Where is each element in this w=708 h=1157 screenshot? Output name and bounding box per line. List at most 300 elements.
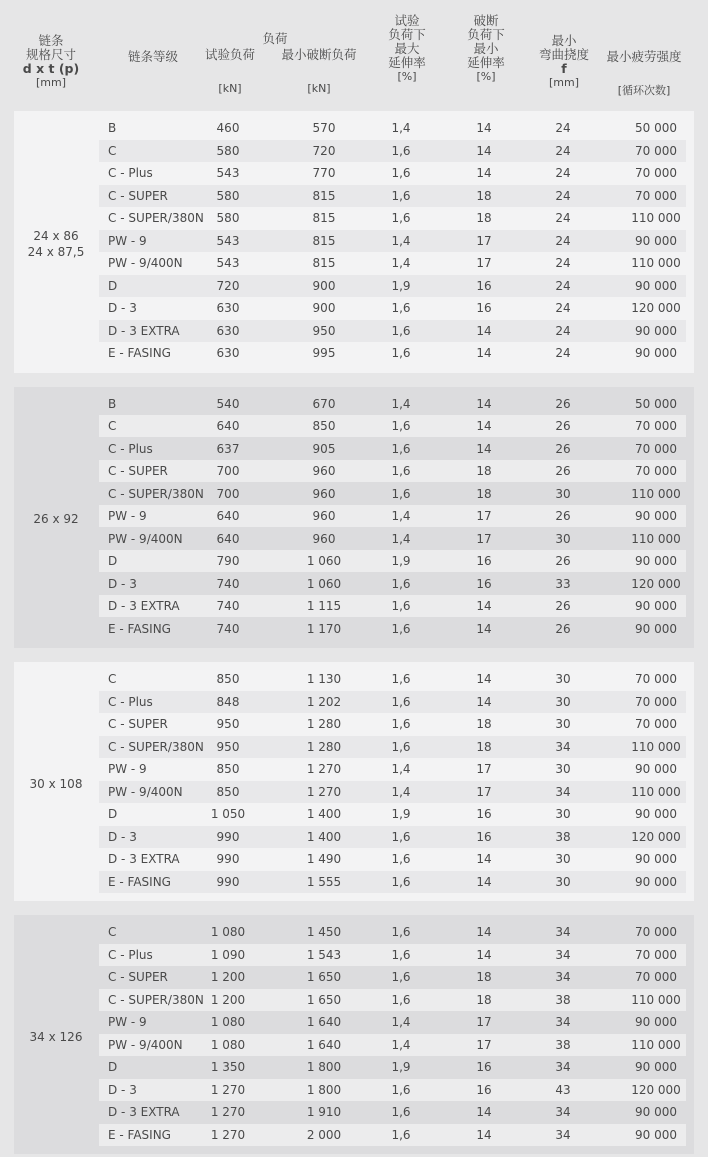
max-elongation-cell: 1,4 (391, 762, 411, 776)
table-row (99, 595, 686, 617)
min-fatigue-strength-cell: 70 000 (635, 925, 677, 939)
min-breaking-load-cell: 960 (312, 464, 336, 478)
table-row (99, 162, 686, 184)
test-load-cell: 543 (216, 233, 240, 248)
min-elongation-cell: 17 (476, 1037, 492, 1052)
min-bending-deflection-cell: 24 (555, 166, 571, 180)
min-fatigue-strength-cell: 90 000 (635, 346, 677, 360)
min-fatigue-strength-cell: 110 000 (631, 992, 681, 1007)
max-elongation-cell: 1,6 (391, 829, 411, 844)
min-elongation-cell: 16 (476, 576, 492, 591)
min-elongation-cell: 14 (476, 1127, 492, 1142)
chain-grade-cell: PW - 9 (108, 1015, 147, 1029)
min-elongation-cell: 14 (476, 852, 492, 866)
chain-grade-cell: D - 3 EXTRA (108, 599, 180, 613)
min-elongation-cell: 16 (476, 278, 492, 293)
min-elongation-cell: 18 (476, 486, 492, 501)
chain-grade-cell: B (108, 121, 117, 135)
min-fatigue-strength-cell: 110 000 (631, 211, 681, 225)
header-text: 弯曲挠度 (538, 47, 589, 62)
header-text: 规格尺寸 (25, 47, 76, 62)
max-elongation-cell: 1,6 (391, 166, 411, 180)
test-load-cell: 543 (216, 256, 240, 270)
min-fatigue-strength-cell: 120 000 (631, 301, 681, 315)
max-elongation-cell: 1,6 (391, 188, 411, 203)
chain-grade-cell: C (108, 419, 117, 433)
table-row (99, 1079, 686, 1101)
min-fatigue-strength-cell: 90 000 (635, 1015, 677, 1029)
max-elongation-cell: 1,6 (391, 419, 411, 433)
min-fatigue-strength-cell: 110 000 (631, 486, 681, 501)
min-elongation-cell: 14 (476, 947, 492, 962)
min-bending-deflection-cell: 43 (555, 1082, 571, 1097)
min-breaking-load-cell: 2 000 (306, 1127, 342, 1142)
test-load-cell: 637 (216, 441, 240, 456)
min-elongation-cell: 16 (476, 301, 492, 315)
header-text: [%] (397, 70, 417, 83)
min-fatigue-strength-cell: 90 000 (635, 278, 677, 293)
chain-grade-cell: D - 3 (108, 576, 137, 591)
test-load-cell: 630 (216, 301, 240, 315)
chain-grade-cell: D (108, 807, 118, 821)
min-breaking-load-cell: 1 543 (306, 947, 342, 962)
max-elongation-cell: 1,6 (391, 694, 411, 709)
min-breaking-load-cell: 960 (312, 486, 336, 501)
test-load-cell: 580 (216, 143, 240, 158)
chain-grade-cell: C - SUPER (108, 188, 168, 203)
table-row (99, 826, 686, 848)
min-breaking-load-cell: 1 640 (306, 1015, 342, 1029)
min-breaking-load-cell: 1 450 (306, 925, 342, 939)
min-bending-deflection-cell: 24 (555, 301, 571, 315)
test-load-cell: 640 (216, 531, 240, 546)
min-elongation-cell: 17 (476, 531, 492, 546)
min-elongation-cell: 16 (476, 807, 492, 821)
table-row (99, 1056, 686, 1078)
max-elongation-cell: 1,6 (391, 211, 411, 225)
min-elongation-cell: 14 (476, 121, 492, 135)
min-breaking-load-cell: 1 060 (306, 554, 342, 568)
table-row (99, 871, 686, 893)
min-elongation-cell: 16 (476, 1082, 492, 1097)
header-text: f (561, 61, 567, 76)
min-elongation-cell: 17 (476, 762, 492, 776)
header-text: 最小疲劳强度 (606, 49, 682, 64)
min-fatigue-strength-cell: 110 000 (631, 784, 681, 799)
chain-grade-cell: D (108, 1060, 118, 1074)
min-bending-deflection-cell: 26 (555, 621, 571, 636)
chain-grade-cell: C (108, 925, 117, 939)
chain-grade-cell: D - 3 EXTRA (108, 1105, 180, 1119)
min-bending-deflection-cell: 24 (555, 121, 571, 135)
min-bending-deflection-cell: 34 (555, 925, 571, 939)
min-bending-deflection-cell: 34 (555, 1127, 571, 1142)
min-elongation-cell: 14 (476, 599, 492, 613)
min-fatigue-strength-cell: 70 000 (635, 166, 677, 180)
chain-grade-cell: D - 3 (108, 1082, 137, 1097)
chain-grade-cell: C - Plus (108, 947, 153, 962)
test-load-cell: 460 (216, 121, 240, 135)
min-bending-deflection-cell: 34 (555, 970, 571, 984)
min-breaking-load-cell: 1 280 (306, 717, 342, 731)
min-fatigue-strength-cell: 90 000 (635, 1105, 677, 1119)
min-fatigue-strength-cell: 50 000 (635, 396, 677, 411)
chain-grade-cell: C - SUPER/380N (108, 486, 204, 501)
min-bending-deflection-cell: 26 (555, 419, 571, 433)
test-load-cell: 990 (216, 874, 240, 889)
min-breaking-load-cell: 1 170 (306, 621, 342, 636)
table-row (99, 320, 686, 342)
test-load-cell: 1 270 (210, 1127, 246, 1142)
max-elongation-cell: 1,6 (391, 717, 411, 731)
header-load: 负荷 (262, 31, 288, 46)
min-breaking-load-cell: 1 800 (306, 1060, 342, 1074)
header-min-elongation (455, 14, 517, 84)
max-elongation-cell: 1,6 (391, 301, 411, 315)
min-fatigue-strength-cell: 90 000 (635, 509, 677, 523)
min-breaking-load-cell: 815 (312, 188, 336, 203)
max-elongation-cell: 1,4 (391, 531, 411, 546)
test-load-cell: 640 (216, 419, 240, 433)
test-load-cell: 580 (216, 211, 240, 225)
min-fatigue-strength-cell: 110 000 (631, 739, 681, 754)
min-breaking-load-cell: 570 (312, 121, 336, 135)
chain-size-group (14, 915, 694, 1154)
min-fatigue-strength-cell: 70 000 (635, 441, 677, 456)
min-fatigue-strength-cell: 120 000 (631, 829, 681, 844)
chain-grade-cell: PW - 9 (108, 233, 147, 248)
min-bending-deflection-cell: 26 (555, 441, 571, 456)
min-elongation-cell: 16 (476, 1060, 492, 1074)
max-elongation-cell: 1,6 (391, 621, 411, 636)
min-breaking-load-cell: 720 (312, 143, 336, 158)
min-bending-deflection-cell: 33 (555, 576, 571, 591)
max-elongation-cell: 1,9 (391, 807, 411, 821)
header-min-breaking-load (273, 48, 365, 96)
chain-grade-cell: PW - 9/400N (108, 784, 183, 799)
min-breaking-load-cell: 950 (312, 323, 336, 338)
min-breaking-load-cell: 1 400 (306, 807, 342, 821)
min-elongation-cell: 18 (476, 992, 492, 1007)
min-elongation-cell: 17 (476, 256, 492, 270)
table-row (99, 117, 686, 139)
max-elongation-cell: 1,4 (391, 1015, 411, 1029)
min-breaking-load-cell: 1 060 (306, 576, 342, 591)
table-row (99, 944, 686, 966)
min-breaking-load-cell: 900 (312, 301, 336, 315)
min-elongation-cell: 18 (476, 970, 492, 984)
min-bending-deflection-cell: 38 (555, 1037, 571, 1052)
min-elongation-cell: 14 (476, 441, 492, 456)
table-row (99, 713, 686, 735)
min-elongation-cell: 14 (476, 1105, 492, 1119)
test-load-cell: 1 090 (210, 947, 246, 962)
max-elongation-cell: 1,6 (391, 852, 411, 866)
test-load-cell: 720 (216, 278, 240, 293)
min-elongation-cell: 17 (476, 233, 492, 248)
table-row (99, 207, 686, 229)
min-fatigue-strength-cell: 90 000 (635, 233, 677, 248)
test-load-cell: 640 (216, 509, 240, 523)
min-fatigue-strength-cell: 70 000 (635, 717, 677, 731)
test-load-cell: 740 (216, 621, 240, 636)
min-bending-deflection-cell: 24 (555, 278, 571, 293)
chain-grade-cell: D - 3 (108, 829, 137, 844)
min-fatigue-strength-cell: 90 000 (635, 762, 677, 776)
table-header (0, 0, 708, 104)
min-elongation-cell: 14 (476, 419, 492, 433)
chain-grade-cell: PW - 9 (108, 509, 147, 523)
max-elongation-cell: 1,6 (391, 1082, 411, 1097)
min-breaking-load-cell: 905 (312, 441, 336, 456)
max-elongation-cell: 1,6 (391, 346, 411, 360)
min-fatigue-strength-cell: 110 000 (631, 256, 681, 270)
max-elongation-cell: 1,9 (391, 278, 411, 293)
min-elongation-cell: 14 (476, 874, 492, 889)
header-max-elongation (376, 14, 438, 84)
max-elongation-cell: 1,6 (391, 464, 411, 478)
min-breaking-load-cell: 1 650 (306, 992, 342, 1007)
test-load-cell: 700 (216, 486, 240, 501)
min-elongation-cell: 14 (476, 346, 492, 360)
min-elongation-cell: 17 (476, 1015, 492, 1029)
table-row (99, 1124, 686, 1146)
chain-grade-cell: PW - 9 (108, 762, 147, 776)
chain-grade-cell: E - FASING (108, 621, 171, 636)
chain-grade-cell: E - FASING (108, 346, 171, 360)
min-bending-deflection-cell: 24 (555, 256, 571, 270)
chain-size-text: 34 x 126 (29, 1029, 83, 1044)
header-text: 最小 (551, 33, 577, 48)
min-fatigue-strength-cell: 110 000 (631, 1037, 681, 1052)
max-elongation-cell: 1,4 (391, 233, 411, 248)
min-breaking-load-cell: 1 280 (306, 739, 342, 754)
test-load-cell: 1 270 (210, 1105, 246, 1119)
max-elongation-cell: 1,6 (391, 925, 411, 939)
chain-size-group (14, 111, 694, 373)
max-elongation-cell: 1,6 (391, 947, 411, 962)
min-bending-deflection-cell: 24 (555, 188, 571, 203)
test-load-cell: 1 270 (210, 1082, 246, 1097)
chain-grade-cell: PW - 9/400N (108, 531, 183, 546)
header-text: [mm] (35, 76, 66, 89)
min-fatigue-strength-cell: 70 000 (635, 419, 677, 433)
min-elongation-cell: 17 (476, 509, 492, 523)
min-fatigue-strength-cell: 70 000 (635, 143, 677, 158)
chain-grade-cell: C - Plus (108, 441, 153, 456)
table-row (99, 438, 686, 460)
min-elongation-cell: 18 (476, 717, 492, 731)
test-load-cell: 1 200 (210, 970, 246, 984)
chain-grade-cell: C (108, 143, 117, 158)
table-row (99, 803, 686, 825)
max-elongation-cell: 1,4 (391, 256, 411, 270)
chain-size-text: 26 x 92 (33, 512, 79, 527)
test-load-cell: 1 080 (210, 1015, 246, 1029)
min-bending-deflection-cell: 34 (555, 739, 571, 754)
max-elongation-cell: 1,6 (391, 874, 411, 889)
min-fatigue-strength-cell: 90 000 (635, 599, 677, 613)
max-elongation-cell: 1,6 (391, 576, 411, 591)
min-fatigue-strength-cell: 120 000 (631, 576, 681, 591)
max-elongation-cell: 1,9 (391, 554, 411, 568)
min-elongation-cell: 14 (476, 925, 492, 939)
test-load-cell: 540 (216, 396, 240, 411)
table-row (99, 736, 686, 758)
table-row (99, 185, 686, 207)
table-row (99, 393, 686, 415)
min-elongation-cell: 14 (476, 143, 492, 158)
min-bending-deflection-cell: 38 (555, 829, 571, 844)
min-fatigue-strength-cell: 50 000 (635, 121, 677, 135)
chain-grade-cell: B (108, 396, 117, 411)
chain-grade-cell: PW - 9/400N (108, 256, 183, 270)
min-bending-deflection-cell: 26 (555, 464, 571, 478)
table-row (99, 252, 686, 274)
chain-grade-cell: D (108, 554, 118, 568)
test-load-cell: 1 080 (210, 1037, 246, 1052)
table-row (99, 1101, 686, 1123)
header-text: 延伸率 (388, 55, 426, 70)
header-text: 试验负荷 (204, 47, 255, 62)
chain-grade-cell: C - SUPER (108, 717, 168, 731)
test-load-cell: 1 200 (210, 992, 246, 1007)
header-text: 最小 (473, 41, 499, 56)
min-bending-deflection-cell: 30 (555, 762, 571, 776)
min-bending-deflection-cell: 24 (555, 233, 571, 248)
header-min-bending-deflection (530, 34, 598, 90)
min-breaking-load-cell: 1 270 (306, 762, 342, 776)
min-bending-deflection-cell: 34 (555, 1015, 571, 1029)
table-row (99, 415, 686, 437)
header-text: d x t (p) (22, 61, 80, 76)
test-load-cell: 543 (216, 166, 240, 180)
min-elongation-cell: 18 (476, 464, 492, 478)
table-row (99, 848, 686, 870)
min-breaking-load-cell: 900 (312, 278, 336, 293)
min-bending-deflection-cell: 26 (555, 599, 571, 613)
min-breaking-load-cell: 1 910 (306, 1105, 342, 1119)
table-row (99, 505, 686, 527)
min-bending-deflection-cell: 30 (555, 874, 571, 889)
chain-grade-cell: C - SUPER (108, 970, 168, 984)
min-bending-deflection-cell: 34 (555, 1105, 571, 1119)
max-elongation-cell: 1,6 (391, 672, 411, 686)
chain-grade-cell: E - FASING (108, 874, 171, 889)
min-fatigue-strength-cell: 70 000 (635, 970, 677, 984)
table-row (99, 550, 686, 572)
min-fatigue-strength-cell: 90 000 (635, 554, 677, 568)
chain-grade-cell: D - 3 EXTRA (108, 852, 180, 866)
min-breaking-load-cell: 1 640 (306, 1037, 342, 1052)
chain-grade-cell: C - SUPER/380N (108, 992, 204, 1007)
min-breaking-load-cell: 1 490 (306, 852, 342, 866)
chain-grade-cell: D (108, 278, 118, 293)
min-bending-deflection-cell: 34 (555, 784, 571, 799)
header-text: 最小破断负荷 (281, 47, 357, 62)
test-load-cell: 740 (216, 599, 240, 613)
chain-size-group (14, 662, 694, 901)
test-load-cell: 1 350 (210, 1060, 246, 1074)
min-fatigue-strength-cell: 90 000 (635, 323, 677, 338)
table-row (99, 691, 686, 713)
chain-grade-cell: E - FASING (108, 1127, 171, 1142)
min-elongation-cell: 14 (476, 694, 492, 709)
chain-grade-cell: D - 3 (108, 301, 137, 315)
min-elongation-cell: 18 (476, 739, 492, 754)
min-fatigue-strength-cell: 90 000 (635, 621, 677, 636)
chain-grade-cell: C - Plus (108, 694, 153, 709)
min-elongation-cell: 17 (476, 784, 492, 799)
min-bending-deflection-cell: 24 (555, 323, 571, 338)
min-bending-deflection-cell: 24 (555, 211, 571, 225)
test-load-cell: 700 (216, 464, 240, 478)
min-elongation-cell: 18 (476, 211, 492, 225)
min-bending-deflection-cell: 34 (555, 947, 571, 962)
test-load-cell: 950 (216, 739, 240, 754)
min-fatigue-strength-cell: 90 000 (635, 1060, 677, 1074)
chain-size-text: 24 x 86 (33, 228, 79, 243)
max-elongation-cell: 1,4 (391, 784, 411, 799)
header-text: 破断 (473, 13, 499, 28)
table-row (99, 668, 686, 690)
min-breaking-load-cell: 1 800 (306, 1082, 342, 1097)
min-breaking-load-cell: 960 (312, 531, 336, 546)
min-fatigue-strength-cell: 70 000 (635, 464, 677, 478)
table-row (99, 342, 686, 364)
min-elongation-cell: 14 (476, 672, 492, 686)
max-elongation-cell: 1,9 (391, 1060, 411, 1074)
min-elongation-cell: 14 (476, 621, 492, 636)
table-row (99, 989, 686, 1011)
chain-grade-cell: D - 3 EXTRA (108, 323, 180, 338)
min-bending-deflection-cell: 30 (555, 486, 571, 501)
min-bending-deflection-cell: 30 (555, 694, 571, 709)
test-load-cell: 1 080 (210, 925, 246, 939)
min-bending-deflection-cell: 26 (555, 554, 571, 568)
chain-grade-cell: C - SUPER/380N (108, 211, 204, 225)
chain-size-label (14, 1029, 98, 1045)
min-fatigue-strength-cell: 90 000 (635, 852, 677, 866)
test-load-cell: 630 (216, 323, 240, 338)
min-bending-deflection-cell: 34 (555, 1060, 571, 1074)
table-row (99, 921, 686, 943)
min-breaking-load-cell: 815 (312, 233, 336, 248)
max-elongation-cell: 1,4 (391, 121, 411, 135)
chain-size-text: 30 x 108 (29, 776, 83, 791)
min-fatigue-strength-cell: 70 000 (635, 947, 677, 962)
table-row (99, 1011, 686, 1033)
chain-grade-cell: C - SUPER/380N (108, 739, 204, 754)
table-row (99, 483, 686, 505)
min-breaking-load-cell: 1 130 (306, 672, 342, 686)
header-test-load (195, 48, 265, 96)
header-text: 负荷下 (388, 27, 426, 42)
chain-size-label (14, 776, 98, 792)
min-fatigue-strength-cell: 120 000 (631, 1082, 681, 1097)
min-breaking-load-cell: 1 400 (306, 829, 342, 844)
test-load-cell: 990 (216, 852, 240, 866)
min-elongation-cell: 16 (476, 829, 492, 844)
test-load-cell: 850 (216, 672, 240, 686)
min-breaking-load-cell: 1 115 (306, 599, 342, 613)
min-bending-deflection-cell: 26 (555, 509, 571, 523)
header-text: 链条 (38, 33, 64, 48)
max-elongation-cell: 1,6 (391, 1127, 411, 1142)
max-elongation-cell: 1,6 (391, 739, 411, 754)
min-bending-deflection-cell: 24 (555, 143, 571, 158)
table-row (99, 1034, 686, 1056)
